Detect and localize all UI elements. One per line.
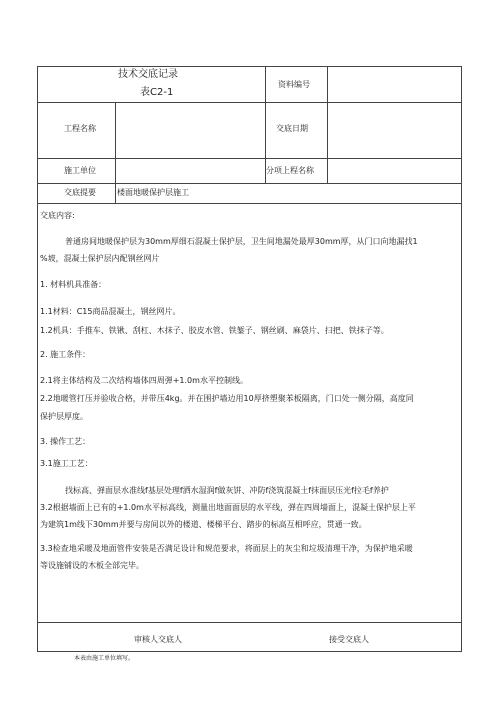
form-note: 本表由施工单位填写。 xyxy=(74,655,135,662)
content-line: %坡，混凝土保护层内配钢丝网片 xyxy=(40,254,160,263)
col-divider xyxy=(115,183,116,203)
content-line: 2.1将主体结构及二次结构墙体四周弹+1.0m水平控制线。 xyxy=(40,376,248,385)
content-line: 1.1材料：C15商品混凝土，钢丝网片。 xyxy=(40,307,181,316)
disclosure-record-form xyxy=(37,66,462,652)
content-line: 等设施铺设的木板全部完毕。 xyxy=(40,561,144,570)
disclosure-content xyxy=(40,203,457,622)
content-line: 2.2地暖管打压并验收合格，并带压4kg。并在围护墙边用10厚挤塑聚苯板隔离，门口处一侧分隔，高度同 xyxy=(40,394,414,403)
content-line: 保护层厚度。 xyxy=(40,412,88,421)
content-line: 2. 施工条件： xyxy=(40,350,91,359)
date-label: 交底日期 xyxy=(276,124,308,133)
row-divider xyxy=(38,622,461,623)
content-line: 为建筑1m线下30mm并要与房间以外的楼道、楼梯平台、踏步的标高互相呼应，贯通一致。 xyxy=(40,520,367,529)
content-line: 1. 材料机具准备： xyxy=(40,280,107,289)
receiver-label: 接受交底人 xyxy=(329,635,369,644)
content-heading: 交底内容: xyxy=(40,211,75,220)
row-divider xyxy=(38,102,461,103)
col-divider xyxy=(115,102,116,183)
col-divider xyxy=(327,102,328,183)
reviewer-label: 审核人交底人 xyxy=(134,635,182,644)
project-name-label: 工程名称 xyxy=(64,124,96,133)
content-line: 找标高、弹面层水准线f基层处理f洒水湿润f做灰饼、冲防f浇筑混凝土f抹面层压光f拉毛f养护 xyxy=(65,486,389,495)
content-line: 普通房间地暖保护层为30mm厚细石混凝土保护层，卫生间地漏处最厚30mm厚，从门口向地漏找1 xyxy=(65,237,418,246)
content-line: 3.3检查地采暖及地面管件安装是否满足设计和规范要求，将面层上的灰尘和垃圾清理干净，为保护地采暖 xyxy=(40,544,413,553)
content-line: 1.2机具：手推车、铁锹、刮杠、木抹子、胶皮水管、铁錾子、钢丝刷、麻袋片、扫把、铁抹子等。 xyxy=(40,326,389,335)
doc-no-label: 资料编号 xyxy=(278,80,310,89)
content-line: 3.1施工工艺： xyxy=(40,459,93,468)
col-divider xyxy=(327,67,328,102)
row-divider xyxy=(38,183,461,184)
sub-project-label: 分项上程名称 xyxy=(266,166,314,175)
content-line: 3. 操作工艺： xyxy=(40,437,91,446)
construction-unit-label: 施工单位 xyxy=(64,166,96,175)
content-line: 3.2根据墙面上已有的+1.0m水平标高线，测量出地面面层的水平线，弹在四周墙面上，混凝土保护层上平 xyxy=(40,503,416,512)
row-divider xyxy=(38,158,461,159)
form-code: 表C2-1 xyxy=(140,87,174,98)
summary-value: 楼面地暖保护层施工 xyxy=(117,188,189,197)
form-title: 技术交底记录 xyxy=(118,69,178,80)
summary-label: 交底提要 xyxy=(64,188,96,197)
col-divider xyxy=(265,67,266,102)
